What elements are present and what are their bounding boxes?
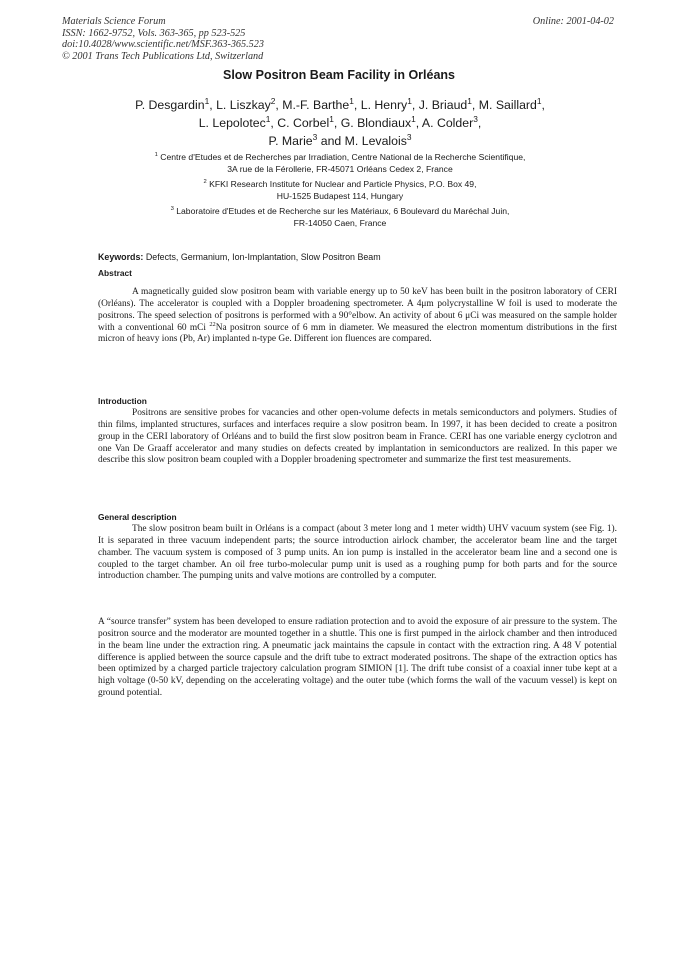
author: L. Henry$^1$ — [360, 95, 412, 112]
author: M. Levalois$^3$ — [344, 131, 412, 148]
affiliation: $^3$ Laboratoire d'Etudes et de Recherche sur les Matériaux, 6 Boulevard du Maréchal Juin, FR-14050 Caen, France — [170, 206, 510, 228]
author: L. Liszkay$^2$ — [216, 95, 276, 112]
affiliation: $^1$ Centre d'Etudes et de Recherches par Irradiation, Centre National de la Recherche Scientifique, 3A rue de la Férollerie, FR-45071 Orléans Cedex 2, France — [154, 152, 526, 174]
online-date: Online: 2001-04-02 — [532, 16, 614, 27]
keywords-text: Defects, Germanium, Ion-Implantation, Slow Positron Beam — [145, 252, 381, 262]
author: P. Marie$^3$ — [268, 131, 318, 148]
author: G. Blondiaux$^1$ — [340, 113, 416, 130]
author: C. Corbel$^1$ — [277, 113, 334, 130]
journal-name: Materials Science Forum — [62, 16, 166, 27]
general-description-paragraph-2: A “source transfer” system has been developed to ensure radiation protection and to avoid the exposure of air pressure to the system. The positron source and the moderator are mounted together in a shuttle. This one is first pumped in the airlock chamber and then introduced in the beam line under the extraction ring. A pneumatic jack maintains the capsule in contact with the extraction ring. A 48 V potential difference is applied between the source capsule and the drift tube to extract moderated positrons. The shape of the extraction optics has been optimized by a charged particle trajectory calculation program SIMION [1]. The drift tube consist of a coaxial inner tube kept at a high voltage (0-50 kV, depending on the accelerating voltage) and the outer tube (which forms the wall of the vacuum vessel) is kept on ground potential. — [98, 617, 617, 699]
author: J. Briaud$^1$ — [418, 95, 472, 112]
paper-title: Slow Positron Beam Facility in Orléans — [222, 68, 455, 82]
author: M.-F. Barthe$^1$ — [282, 95, 354, 112]
introduction-heading: Introduction — [98, 396, 147, 406]
general-description-paragraph-1: The slow positron beam built in Orléans is a compact (about 3 meter long and 1 meter width) UHV vacuum system (see Fig. 1). It is separated in three vacuum independent parts; the source introduction airlock chamber, the accelerator beam line and the target chamber. The vacuum system is composed of 3 pump units. An ion pump is installed in the accelerator beam line and a second one is coupled to the target chamber. An oil free turbo-molecular pump unit is used as a roughing pump for both parts and for the source introduction chamber. The pumping units and valve motions are controlled by a computer. — [98, 524, 617, 582]
affiliation: $^2$ KFKI Research Institute for Nuclear and Particle Physics, P.O. Box 49, HU-1525 Budapest 114, Hungary — [203, 179, 477, 201]
abstract-text: A magnetically guided slow positron beam with variable energy up to 50 keV has been built in the positron laboratory of CERI (Orléans). The accelerator is coupled with a Doppler broadening spectrometer. A 4μm polycrystalline W foil is used to moderate the positrons. The speed selection of positrons is performed with a 90°elbow. An activity of about 6 μCi was measured on the sample holder with a conventional 60 mCi $^{22}$Na positron source of 6 mm in diameter. We measured the electron momentum distributions in the first micron of heavy ions (Pb, Ar) implanted n-type Ge. Different ion fluences are compared. — [98, 287, 617, 345]
author: P. Desgardin$^1$ — [135, 95, 210, 112]
affiliation-list — [60, 152, 620, 234]
keywords — [98, 252, 618, 262]
journal-header — [62, 16, 264, 62]
issn-line: ISSN: 1662-9752, Vols. 363-365, pp 523-525 — [62, 27, 246, 39]
general-description-heading: General description — [98, 512, 177, 522]
doi-line: doi:10.4028/www.scientific.net/MSF.363-365.523 — [62, 39, 264, 51]
author-list: P. Desgardin$^1$, L. Liszkay$^2$, M.-F. Barthe$^1$, L. Henry$^1$, J. Briaud$^1$, M. Saillard$^1$, L. Lepolotec$^1$, C. Corbel$^1$, G. Blondiaux$^1$, A. Colder$^3$, P. Marie$^3$ and M. Levalois$^3$ — [135, 95, 545, 148]
introduction-text: Positrons are sensitive probes for vacancies and other open-volume defects in metals semiconductors and polymers. Studies of thin films, implanted structures, surfaces and interfaces require a slow positron beam. In 1997, it has been decided to create a positron group in the CERI laboratory of Orléans and to build the first slow positron beam in France. CERI has one variable energy cyclotron and one Van De Graaff accelerator and many studies on defects created by implantation in semiconductors are realized. In this paper we describe this slow positron beam coupled with a Doppler broadening spectrometer and summarize the first test measurements. — [98, 408, 617, 466]
author: L. Lepolotec$^1$ — [198, 113, 271, 130]
copyright-line: © 2001 Trans Tech Publications Ltd, Switzerland — [62, 50, 264, 62]
keywords-label: Keywords: — [98, 252, 144, 262]
abstract-heading: Abstract — [98, 268, 132, 278]
author: A. Colder$^3$ — [421, 113, 478, 130]
author: M. Saillard$^1$ — [478, 95, 542, 112]
